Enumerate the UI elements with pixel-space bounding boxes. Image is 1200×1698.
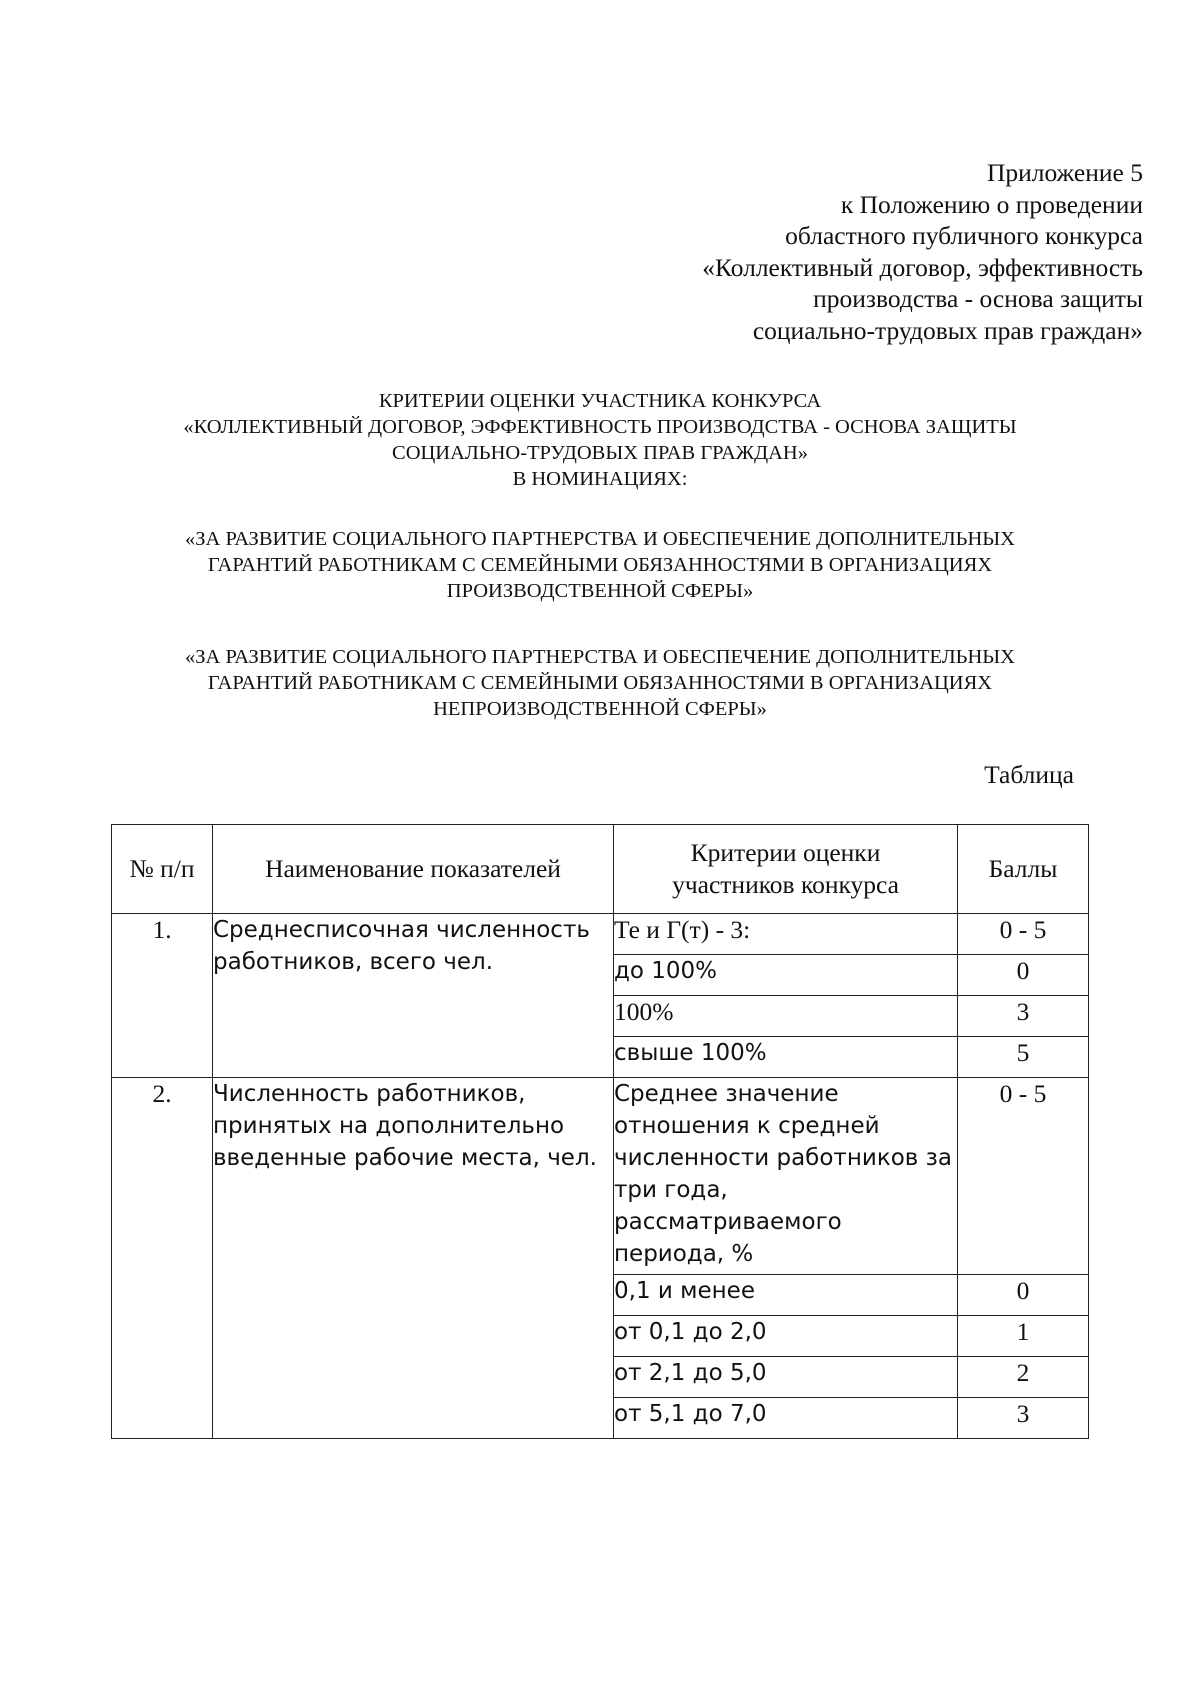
score-cell: 0: [958, 1275, 1089, 1316]
score-cell: 0 - 5: [958, 1078, 1089, 1275]
indicator-name: Среднесписочная численность работников, всего чел.: [213, 914, 614, 1078]
score-cell: 2: [958, 1357, 1089, 1398]
nomination-line: «ЗА РАЗВИТИЕ СОЦИАЛЬНОГО ПАРТНЕРСТВА И ОБЕСПЕЧЕНИЕ ДОПОЛНИТЕЛЬНЫХ: [185, 528, 1015, 550]
title-line: КРИТЕРИИ ОЦЕНКИ УЧАСТНИКА КОНКУРСА: [378, 390, 822, 412]
document-title: [100, 388, 1100, 492]
table-row: [112, 1078, 1089, 1275]
nomination-production: [100, 526, 1100, 604]
score-cell: 1: [958, 1316, 1089, 1357]
criterion-cell: 100%: [614, 996, 958, 1037]
nomination-line: ПРОИЗВОДСТВЕННОЙ СФЕРЫ»: [446, 580, 754, 602]
appendix-line: Приложение 5: [987, 158, 1143, 187]
criterion-cell: Среднее значение отношения к средней численности работников за три года, рассматриваемого периода, %: [614, 1078, 958, 1275]
criterion-cell: от 2,1 до 5,0: [614, 1357, 958, 1398]
header-indicator: Наименование показателей: [213, 825, 614, 914]
table-row: [112, 914, 1089, 955]
header-criteria: [614, 825, 958, 914]
header-score: Баллы: [958, 825, 1089, 914]
row-number: 1.: [112, 914, 213, 1078]
nomination-non-production: [100, 644, 1100, 722]
score-cell: 0: [958, 955, 1089, 996]
appendix-line: областного публичного конкурса: [785, 221, 1143, 250]
appendix-line: «Коллективный договор, эффективность: [702, 252, 1143, 282]
header-num: № п/п: [112, 825, 213, 914]
nomination-line: НЕПРОИЗВОДСТВЕННОЙ СФЕРЫ»: [433, 698, 767, 720]
nomination-line: ГАРАНТИЙ РАБОТНИКАМ С СЕМЕЙНЫМИ ОБЯЗАННОСТЯМИ В ОРГАНИЗАЦИЯХ: [207, 672, 993, 694]
nomination-line: ГАРАНТИЙ РАБОТНИКАМ С СЕМЕЙНЫМИ ОБЯЗАННОСТЯМИ В ОРГАНИЗАЦИЯХ: [207, 554, 993, 576]
appendix-line: производства - основа защиты: [813, 284, 1143, 313]
criteria-table: [111, 824, 1089, 1439]
criterion-cell: 0,1 и менее: [614, 1275, 958, 1316]
indicator-name: Численность работников, принятых на дополнительно введенные рабочие места, чел.: [213, 1078, 614, 1439]
score-cell: 3: [958, 1398, 1089, 1439]
header-criteria-line: участников конкурса: [672, 870, 899, 899]
title-line: СОЦИАЛЬНО-ТРУДОВЫХ ПРАВ ГРАЖДАН»: [392, 442, 808, 464]
score-cell: 0 - 5: [958, 914, 1089, 955]
score-cell: 3: [958, 996, 1089, 1037]
criterion-cell: до 100%: [614, 955, 958, 996]
criterion-cell: от 5,1 до 7,0: [614, 1398, 958, 1439]
appendix-line: к Положению о проведении: [840, 189, 1143, 219]
row-number: 2.: [112, 1078, 213, 1439]
criterion-cell: Те и Г(т) - 3:: [614, 914, 958, 955]
title-line: В НОМИНАЦИЯХ:: [512, 468, 688, 490]
criterion-cell: свыше 100%: [614, 1037, 958, 1078]
appendix-line: социально-трудовых прав граждан»: [752, 315, 1143, 345]
criterion-cell: от 0,1 до 2,0: [614, 1316, 958, 1357]
nomination-line: «ЗА РАЗВИТИЕ СОЦИАЛЬНОГО ПАРТНЕРСТВА И ОБЕСПЕЧЕНИЕ ДОПОЛНИТЕЛЬНЫХ: [185, 646, 1015, 668]
title-line: «КОЛЛЕКТИВНЫЙ ДОГОВОР, ЭФФЕКТИВНОСТЬ ПРОИЗВОДСТВА - ОСНОВА ЗАЩИТЫ: [183, 416, 1017, 438]
table-header-row: [112, 825, 1089, 914]
score-cell: 5: [958, 1037, 1089, 1078]
header-criteria-line: Критерии оценки: [690, 838, 881, 867]
table-label: Таблица: [984, 760, 1074, 789]
appendix-reference: [702, 157, 1143, 346]
